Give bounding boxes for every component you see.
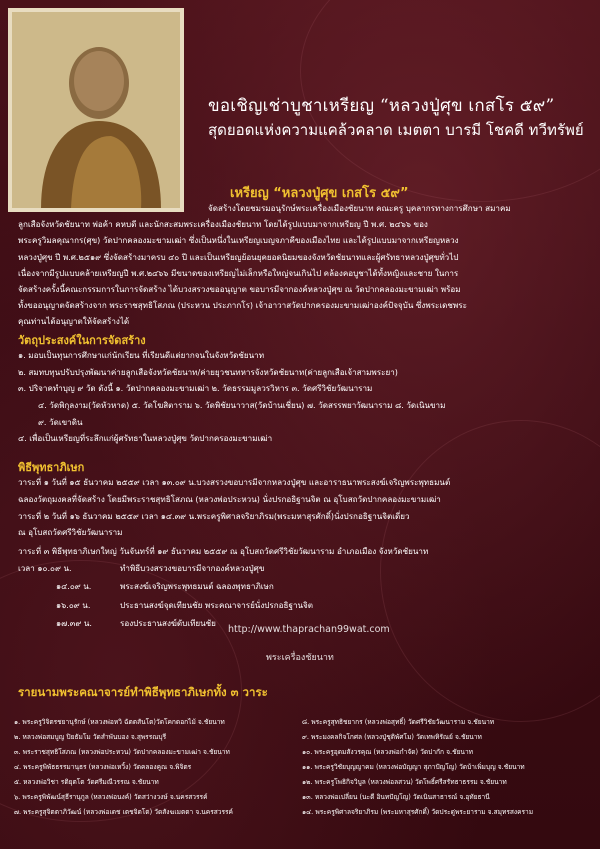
ceremony-text-line: วาระที่ ๑ วันที่ ๑๕ ธันวาคม ๒๕๕๙ เวลา ๑๓.๐๙ น.บวงสรวงขอบารมีจากหลวงปู่ศุข และอาราธนาพระสงฆ์เจริญพระพุทธมนต์ xyxy=(18,477,451,487)
schedule-desc: รองประธานสงฆ์ดับเทียนชัย xyxy=(120,618,216,628)
monk-list-item: ๙. พระมงคลกิจโกศล (หลวงปู่ชุติพัศโม) วัดเทพหิรัณย์ จ.ชัยนาท xyxy=(302,733,482,741)
monks-heading: รายนามพระคณาจารย์ทำพิธีพุทธาภิเษกทั้ง ๓ วาระ xyxy=(18,685,268,699)
monk-list-item: ๑๐. พระครูอุดมสังวรคุณ (หลวงพ่อกำจัด) วัดปากัก จ.ชัยนาท xyxy=(302,748,473,756)
monk-list-item: ๔. พระครูพิพัธธรรมานุธร (หลวงพ่อเหวิ้ง) วัดคลองคูณ จ.พิจิตร xyxy=(14,763,192,771)
watermark-label: พระเครื่องชัยนาท xyxy=(266,653,334,663)
schedule-desc: ประธานสงฆ์จุดเทียนชัย พระคณาจารย์นั่งปรกอธิฐานจิต xyxy=(120,600,314,610)
purpose-item: ๔. วัดพิกุลงาม(วัดหัวหาด) ๕. วัดโฆสิตาราม ๖. วัดพิชัยนาวาส(วัดบ้านเชี่ยน) ๗. วัดสรรพยาวัฒนาราม ๘. วัดเนินขาม xyxy=(38,400,446,410)
monk-portrait-icon xyxy=(11,11,181,209)
monk-list-item: ๑๔. พระครูพิศาลจริยาภิรม (พระมหาสุรศักดิ์) วัดประดู่พระยาราม จ.สมุทรสงคราม xyxy=(302,808,534,816)
schedule-desc: ทำพิธีบวงสรวงขอบารมีจากองค์หลวงปู่ศุข xyxy=(120,563,265,573)
schedule-time: เวลา ๑๐.๐๙ น. xyxy=(18,563,72,573)
schedule-time: ๑๗.๓๙ น. xyxy=(56,618,92,628)
ceremony-text-line: ณ อุโบสถวัดศรีวิชัยวัฒนาราม xyxy=(18,527,123,537)
monk-portrait-photo xyxy=(8,8,184,212)
coin-heading: เหรียญ “หลวงปู่ศุข เกสโร ๕๙” xyxy=(230,186,409,201)
coin-text-line: จัดสร้างโดยชมรมอนุรักษ์พระเครื่องเมืองชัยนาท คณะครู บุคลากรทางการศึกษา สมาคม xyxy=(208,203,511,213)
coin-text-line: จัดสร้างครั้งนี้คณะกรรมการในการจัดสร้าง ได้บวงสรวงขออนุญาต ขอบารมีจากองค์หลวงปู่ศุข ณ วัดปากคลองมะขามเฒ่า พร้อม xyxy=(18,284,461,294)
monk-list-item: ๓. พระราชสุทธิโสภณ (หลวงพ่อประหวน) วัดปากคลองมะขามเฒ่า จ.ชัยนาท xyxy=(14,748,230,756)
schedule-time: ๑๔.๐๙ น. xyxy=(56,581,92,591)
purpose-item: ๒. สมทบทุนปรับปรุงพัฒนาค่ายลูกเสือจังหวัดชัยนาท/ค่ายยุวชนทหารจังหวัดชัยนาท(ค่ายลูกเสือเจ้าสามพระยา) xyxy=(18,367,398,377)
ceremony-text-line: วาระที่ ๓ พิธีพุทธาภิเษกใหญ่ วันจันทร์ที่ ๑๙ ธันวาคม ๒๕๕๙ ณ อุโบสถวัดศรีวิชัยวัฒนาราม อำเภอเมือง จังหวัดชัยนาท xyxy=(18,546,429,556)
coin-text-line: คุณท่านได้อนุญาตให้จัดสร้างได้ xyxy=(18,316,130,326)
coin-text-line: หลวงปู่ศุข ปี พ.ศ.๒๕๑๙ ซึ่งจัดสร้างมาครบ ๔๐ ปี และเป็นเหรียญย้อนยุคยอดนิยมของจังหวัดชัยนาทและผู้ศรัทธาหลวงปู่ศุขทั่วไป xyxy=(18,252,459,262)
purpose-item: ๑. มอบเป็นทุนการศึกษาแก่นักเรียน ที่เรียนดีแต่ยากจนในจังหวัดชัยนาท xyxy=(18,350,265,360)
coin-text-line: ทั้งขออนุญาตจัดสร้างจาก พระราชสุทธิโสภณ (ประหวน ประภากโร) เจ้าอาวาสวัดปากครองมะขามเฒ่าองค์ปัจจุบัน ซึ่งพระเดชพระ xyxy=(18,300,467,310)
ceremony-text-line: ฉลองวัตถุมงคลที่จัดสร้าง โดยมีพระราชสุทธิโสภณ (หลวงพ่อประหวน) นั่งปรกอธิฐานจิต ณ อุโบสถวัดปากคลองมะขามเฒ่า xyxy=(18,494,441,504)
decorative-swirl xyxy=(380,420,600,722)
purpose-item: ๙. วัดเขาดิน xyxy=(38,417,83,427)
monk-list-item: ๒. หลวงพ่อสมบูญ ปิยธัมโม วัดสำพันบอง จ.สุพรรณบุรี xyxy=(14,733,167,741)
coin-text-line: ลูกเสือจังหวัดชัยนาท พ่อค้า คหบดี และนักสะสมพระเครื่องเมืองชัยนาท โดยได้รูปแบบมาจากเหรียญ ปี พ.ศ. ๒๔๖๖ ของ xyxy=(18,219,428,229)
ceremony-text-line: วาระที่ ๒ วันที่ ๑๖ ธันวาคม ๒๕๕๙ เวลา ๑๔.๓๙ น.พระครูพิศาลจริยาภิรม(พระมหาสุรศักดิ์)นั่งปรกอธิฐานจิตเดี่ยว xyxy=(18,511,410,521)
page-subtitle: สุดยอดแห่งความแคล้วคลาด เมตตา บารมี โชคดี ทวีทรัพย์ xyxy=(208,121,584,139)
monk-list-item: ๑๓. หลวงพ่อเปลี่ยน (นะตี อินทปัญโญ) วัดเนินสาธารณ์ จ.อุทัยธานี xyxy=(302,793,490,801)
page-title: ขอเชิญเช่าบูชาเหรียญ “หลวงปู่ศุข เกสโร ๕๙” xyxy=(208,96,555,116)
purpose-heading: วัตถุประสงค์ในการจัดสร้าง xyxy=(18,334,146,347)
monk-list-item: ๑๑. พระครูวิชัยบุญญาคม (หลวงพ่อบัญญา สุภาปัญโญ) วัดบ้าเพิ่มบุญ จ.ชัยนาท xyxy=(302,763,525,771)
monk-list-item: ๘. พระครูสุทธิชยากร (หลวงพ่อสุทธิ์) วัดศรีวิชัยวัฒนาราม จ.ชัยนาท xyxy=(302,718,495,726)
ceremony-heading: พิธีพุทธาภิเษก xyxy=(18,461,85,474)
monk-list-item: ๖. พระครูพิพัฒน์สุธีรานุกูล (หลวงพ่อนงค์) วัดสว่างวงษ์ จ.นครสวรรค์ xyxy=(14,793,208,801)
coin-text-line: พระครูวิมลคุณากร(ศุข) วัดปากคลองมะขามเฒ่า ซึ่งเป็นหนึ่งในเหรียญเบญจภาคีของเมืองไทย และได้รูปแบบมาจากเหรียญหลวง xyxy=(18,235,459,245)
monk-list-item: ๑. พระครูวิจิตรชยานุรักษ์ (หลวงพ่อหวิ ฉัตตสันโต)วัดโคกดอกไม้ จ.ชัยนาท xyxy=(14,718,225,726)
coin-text-line: เนื่องจากมีรูปแบบคล้ายเหรียญปี พ.ศ.๒๔๖๖ มีขนาดของเหรียญไม่เล็กหรือใหญ่จนเกินไป คล้องคอบูชาได้ทั้งหญิงและชาย ในการ xyxy=(18,268,459,278)
schedule-desc: พระสงฆ์เจริญพระพุทธมนต์ ฉลองพุทธาภิเษก xyxy=(120,581,274,591)
schedule-time: ๑๖.๐๙ น. xyxy=(56,600,91,610)
monk-list-item: ๑๒. พระครูโพธิกิจวิบูล (หลวงพ่อลสวน) วัดโพธิ์ศรีสรัทธาธรรม จ.ชัยนาท xyxy=(302,778,507,786)
watermark-url: http://www.thaprachan99wat.com xyxy=(228,624,390,635)
monk-list-item: ๕. หลวงพ่อวิชา รติยุตโต วัดศรีมณีวรรณ จ.ชัยนาท xyxy=(14,778,159,786)
monk-list-item: ๗. พระครูสุจิตตาภิวัฒน์ (หลวงพ่อเดช เตชจิตโต) วัดสังฆเมตตา จ.นครสวรรค์ xyxy=(14,808,233,816)
purpose-item: ๔. เพื่อเป็นเหรียญที่ระลึกแก่ผู้ศรัทธาในหลวงปู่ศุข วัดปากครองมะขามเฒ่า xyxy=(18,433,273,443)
purpose-item: ๓. ปริจาคทำบุญ ๙ วัด ดังนี้ ๑. วัดปากคลองมะขามเฒ่า ๒. วัดธรรมมูลวรวิหาร ๓. วัดศรีวิชัยวัฒนาราม xyxy=(18,383,373,393)
